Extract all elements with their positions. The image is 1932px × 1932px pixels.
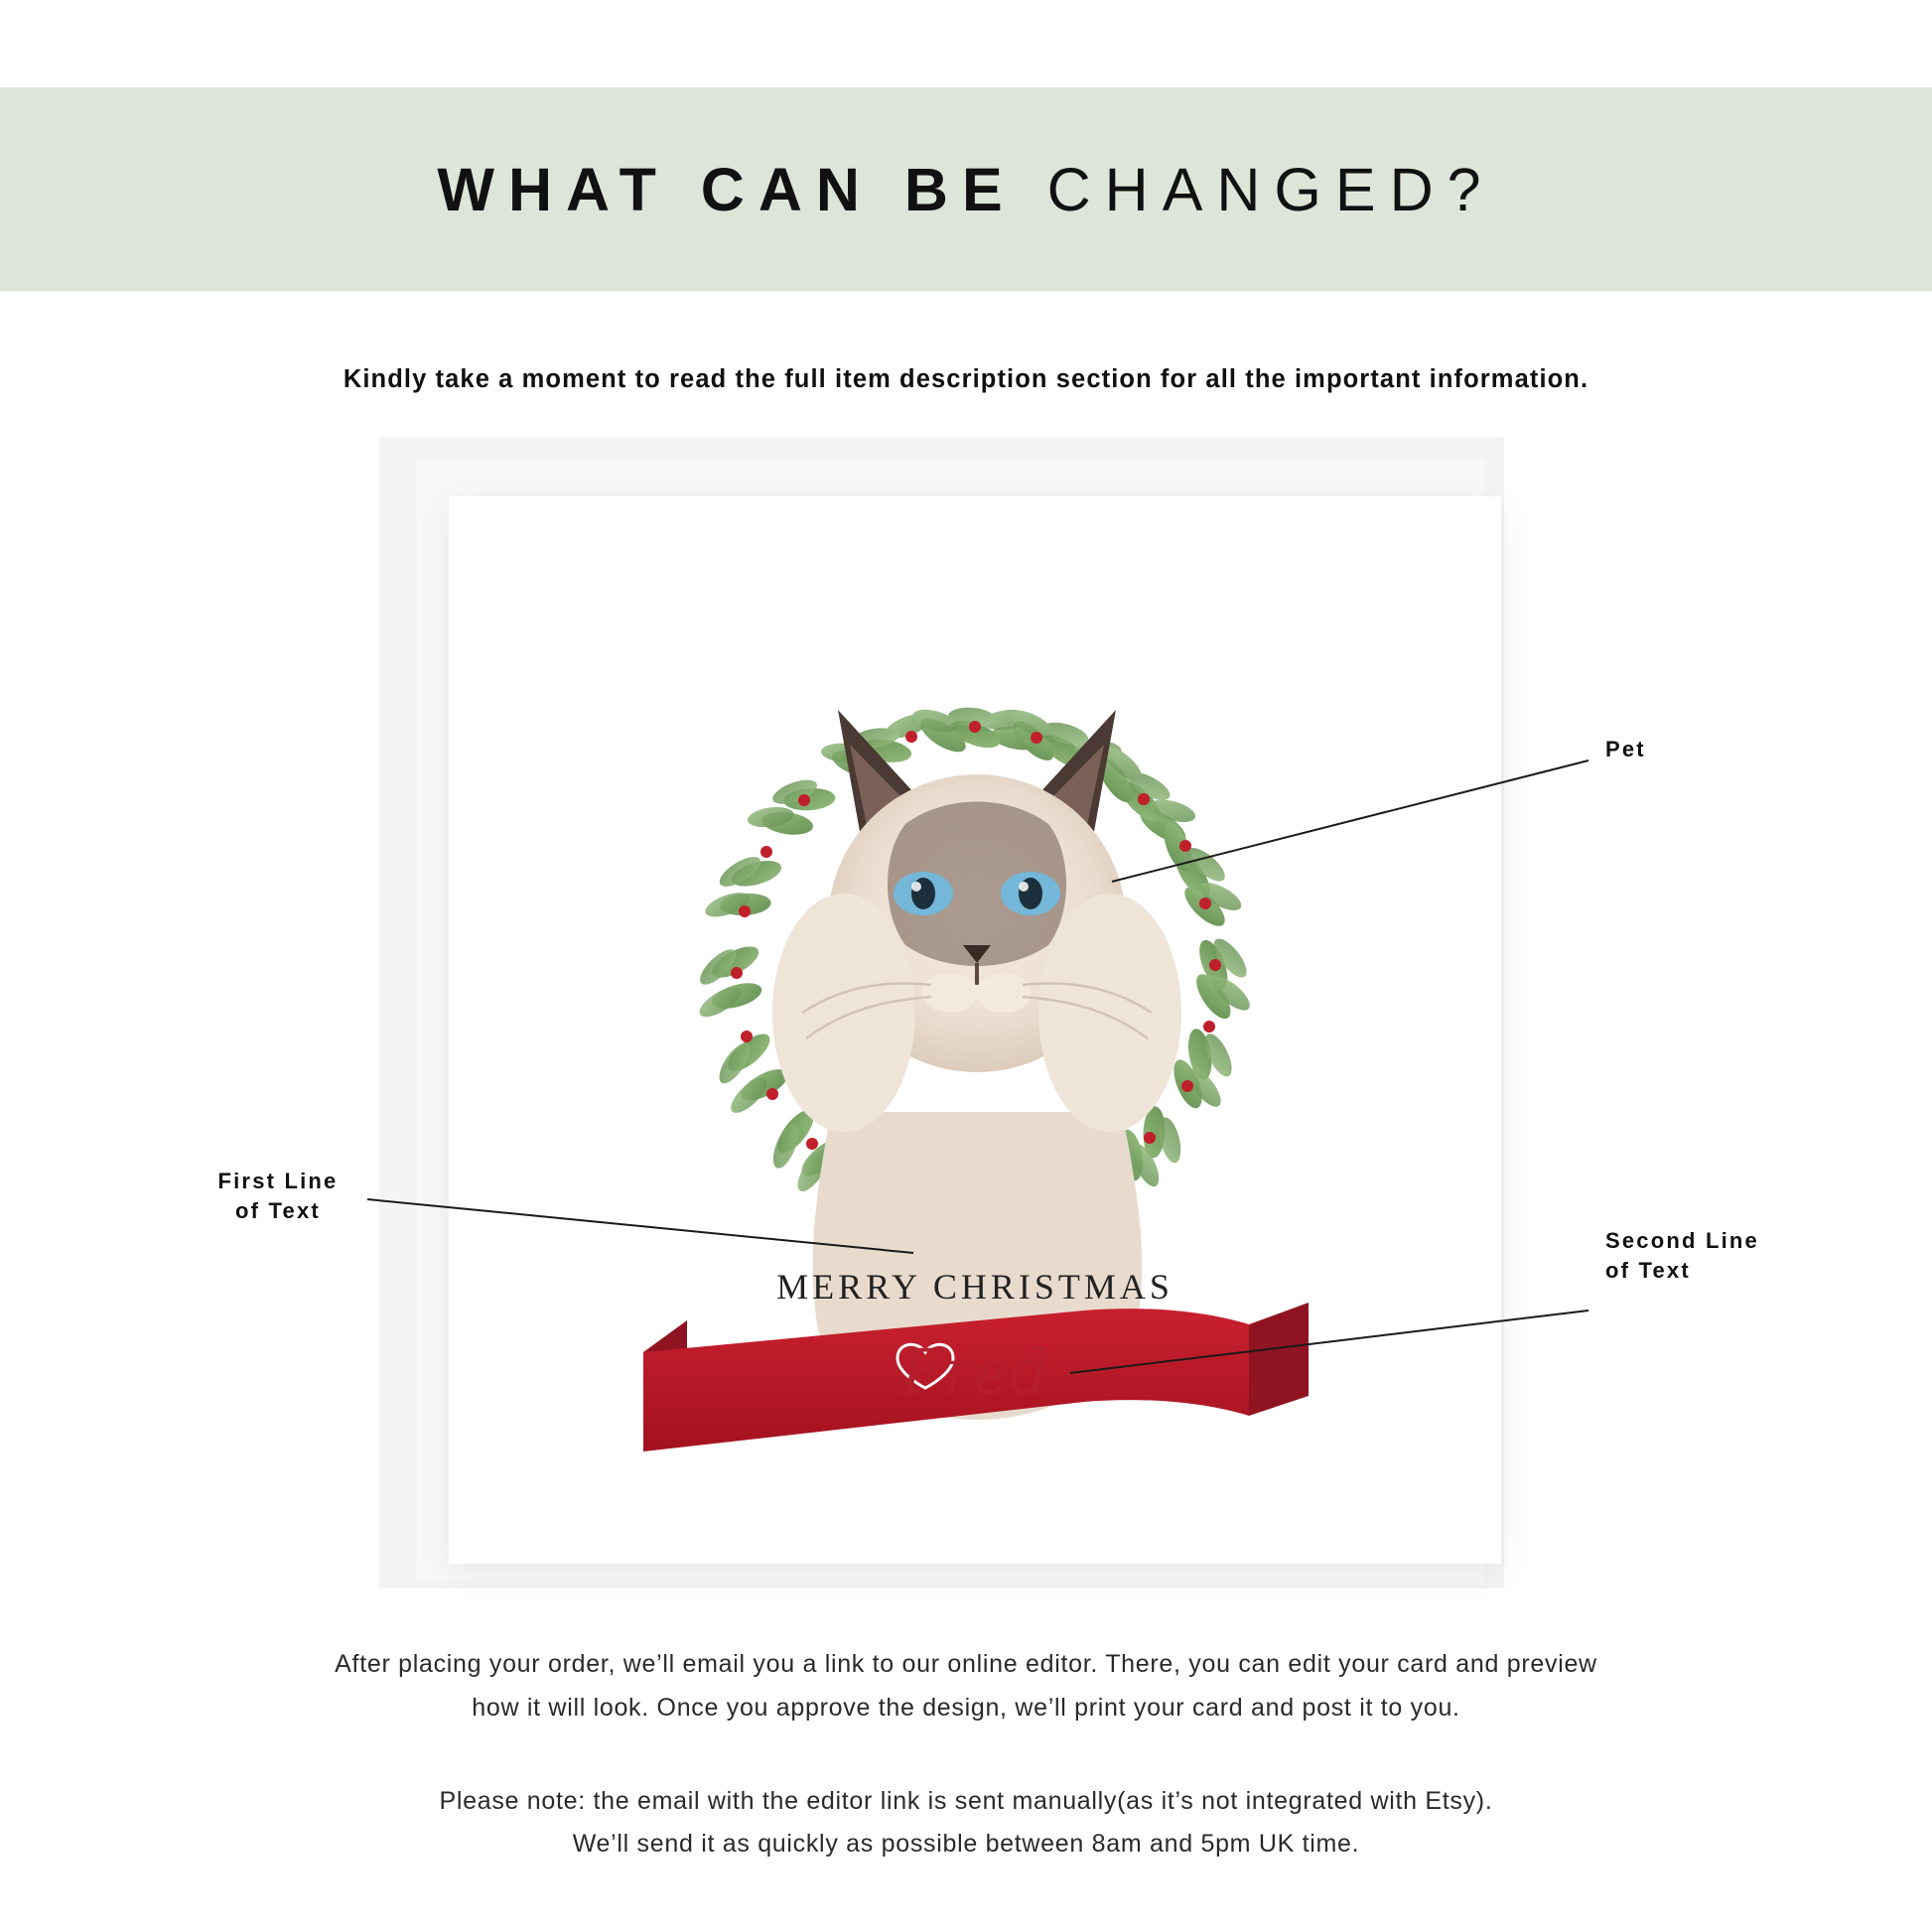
annotation-label-pet: Pet bbox=[1605, 737, 1646, 761]
page-title bbox=[437, 155, 1494, 224]
annotation-label-second-line-2: of Text bbox=[1605, 1257, 1691, 1283]
card-second-line-text: Fred bbox=[900, 1335, 1049, 1408]
footer-paragraph-2-line-2: We’ll send it as quickly as possible between 8am and 5pm UK time. bbox=[572, 1830, 1360, 1859]
annotation-label-first-line-2: of Text bbox=[235, 1197, 321, 1223]
page-title-light: CHANGED? bbox=[1046, 155, 1495, 223]
footer-text bbox=[0, 1643, 1932, 1866]
page-title-bold: WHAT CAN BE bbox=[437, 155, 1017, 223]
annotation-label-first-line-1: First Line bbox=[217, 1169, 339, 1193]
footer-paragraph-1-line-2: how it will look. Once you approve the design, we’ll print your card and post it to you. bbox=[472, 1693, 1460, 1722]
annotation-label-second-line bbox=[1605, 1226, 1759, 1286]
footer-paragraph-1-line-1: After placing your order, we’ll email you a link to our online editor. There, you can edit your card and preview bbox=[335, 1650, 1597, 1678]
card-first-line-text: MERRY CHRISTMAS bbox=[776, 1267, 1173, 1307]
header-band bbox=[0, 87, 1932, 291]
subheadline: Kindly take a moment to read the full item description section for all the important information. bbox=[343, 365, 1589, 393]
annotation-label-first-line bbox=[199, 1167, 357, 1226]
annotation-label-second-line-1: Second Line bbox=[1605, 1228, 1759, 1253]
footer-paragraph-2-line-1: Please note: the email with the editor link is sent manually(as it’s not integrated with Etsy). bbox=[439, 1786, 1493, 1815]
